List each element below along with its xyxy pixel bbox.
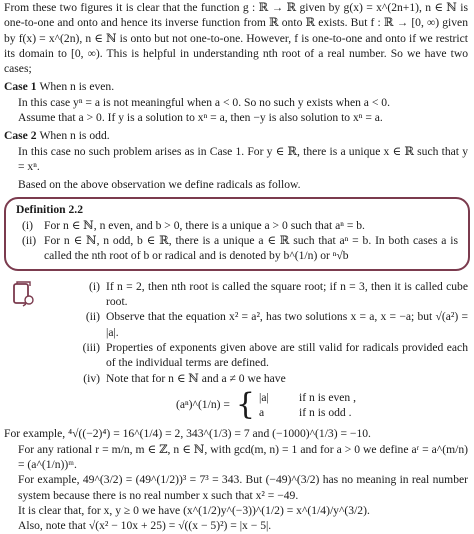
left-brace: {: [235, 387, 256, 423]
case-2-title: When n is odd.: [39, 129, 110, 143]
case-2-line-1: In this case no such problem arises as in Case 1. For y ∈ ℝ, there is a unique x ∈ ℝ such that y = xⁿ.: [18, 144, 468, 173]
remark-item: [64, 279, 468, 310]
remark-item: [64, 371, 468, 386]
case-1-title: When n is even.: [39, 80, 115, 94]
remark-number: (iii): [82, 340, 100, 354]
intro-paragraph: From these two figures it is clear that the function g : ℝ → ℝ given by g(x) = x^(2n+1), n ∈ ℕ is one-to-one and onto and hence its inverse function from ℝ onto ℝ exists. But f : ℝ → [0, ∞) given by f(x) = x^(2n), n ∈ ℕ is onto but not one-to-one. However, f is one-to-one and onto if we restrict its domain to [0, ∞). This is helpful in understanding nth root of a real number. So we have two cases;: [4, 1, 468, 76]
remarks-section: [4, 279, 468, 421]
remark-icon: [12, 281, 36, 307]
case-2-label: Case 2: [4, 129, 37, 143]
example-1: For example, ⁴√((−2)⁴) = 16^(1/4) = 2, 343^(1/3) = 7 and (−1000)^(1/3) = −10.: [4, 427, 371, 441]
case-1: [4, 79, 468, 125]
definition-item-number: (i): [22, 218, 33, 232]
remark-number: (i): [89, 279, 100, 293]
case-1-line-2: Assume that a > 0. If y is a solution to xⁿ = a, then −y is also solution to xⁿ = a.: [18, 111, 383, 125]
formula-lhs: (aⁿ)^(1/n) =: [175, 398, 230, 412]
case-1-line-1: In this case yⁿ = a is not meaningful when a < 0. So no such y exists when a < 0.: [18, 95, 390, 109]
definition-item-number: (ii): [22, 234, 37, 248]
remark-text: Observe that the equation x² = a², has two solutions x = a, x = −a; but √(a²) = |a|.: [106, 310, 468, 339]
case-value: |a|: [259, 390, 269, 404]
piecewise-formula: [64, 387, 468, 423]
remark-text: Properties of exponents given above are still valid for radicals provided each of the individual terms are defined.: [106, 340, 468, 370]
example-4: It is clear that, for x, y ≥ 0 we have (x^(1/2)y^(−3))^(1/2) = x^(1/4)/y^(3/2).: [18, 503, 370, 517]
remark-number: (iv): [83, 371, 100, 385]
remark-text: Note that for n ∈ ℕ and a ≠ 0 we have: [106, 371, 286, 385]
case-condition: if n is odd .: [299, 406, 352, 420]
definition-item: [16, 218, 458, 233]
case-value: a: [259, 406, 265, 420]
case-2: [4, 128, 468, 192]
case-1-label: Case 1: [4, 80, 37, 94]
definition-heading: Definition 2.2: [16, 202, 83, 216]
remark-item: [64, 309, 468, 340]
example-3: For example, 49^(3/2) = (49^(1/2))³ = 7³ = 343. But (−49)^(3/2) has no meaning in real number system because there is no real number x such that x² = −49.: [18, 473, 468, 502]
definition-box: [4, 197, 470, 271]
definition-item-text: For n ∈ ℕ, n odd, b ∈ ℝ, there is a unique a ∈ ℝ such that aⁿ = b. In both cases a is called the nth root of b or radical and is denoted by b^(1/n) or ⁿ√b: [44, 234, 458, 263]
remark-text: If n = 2, then nth root is called the square root; if n = 3, then it is called cube root.: [106, 279, 468, 309]
definition-item-text: For n ∈ ℕ, n even, and b > 0, there is a unique a > 0 such that aⁿ = b.: [44, 218, 365, 232]
example-5: Also, note that √(x² − 10x + 25) = √((x − 5)²) = |x − 5|.: [18, 519, 272, 533]
definition-item: [16, 233, 458, 264]
case-2-line-2: Based on the above observation we define radicals as follow.: [18, 178, 301, 192]
remark-number: (ii): [85, 310, 100, 324]
case-condition: if n is even ,: [299, 390, 357, 404]
example-2: For any rational r = m/n, m ∈ ℤ, n ∈ ℕ, with gcd(m, n) = 1 and for a > 0 we define aʳ = a^(m/n) = (a^(1/n))ᵐ.: [18, 442, 468, 472]
remark-item: [64, 340, 468, 371]
